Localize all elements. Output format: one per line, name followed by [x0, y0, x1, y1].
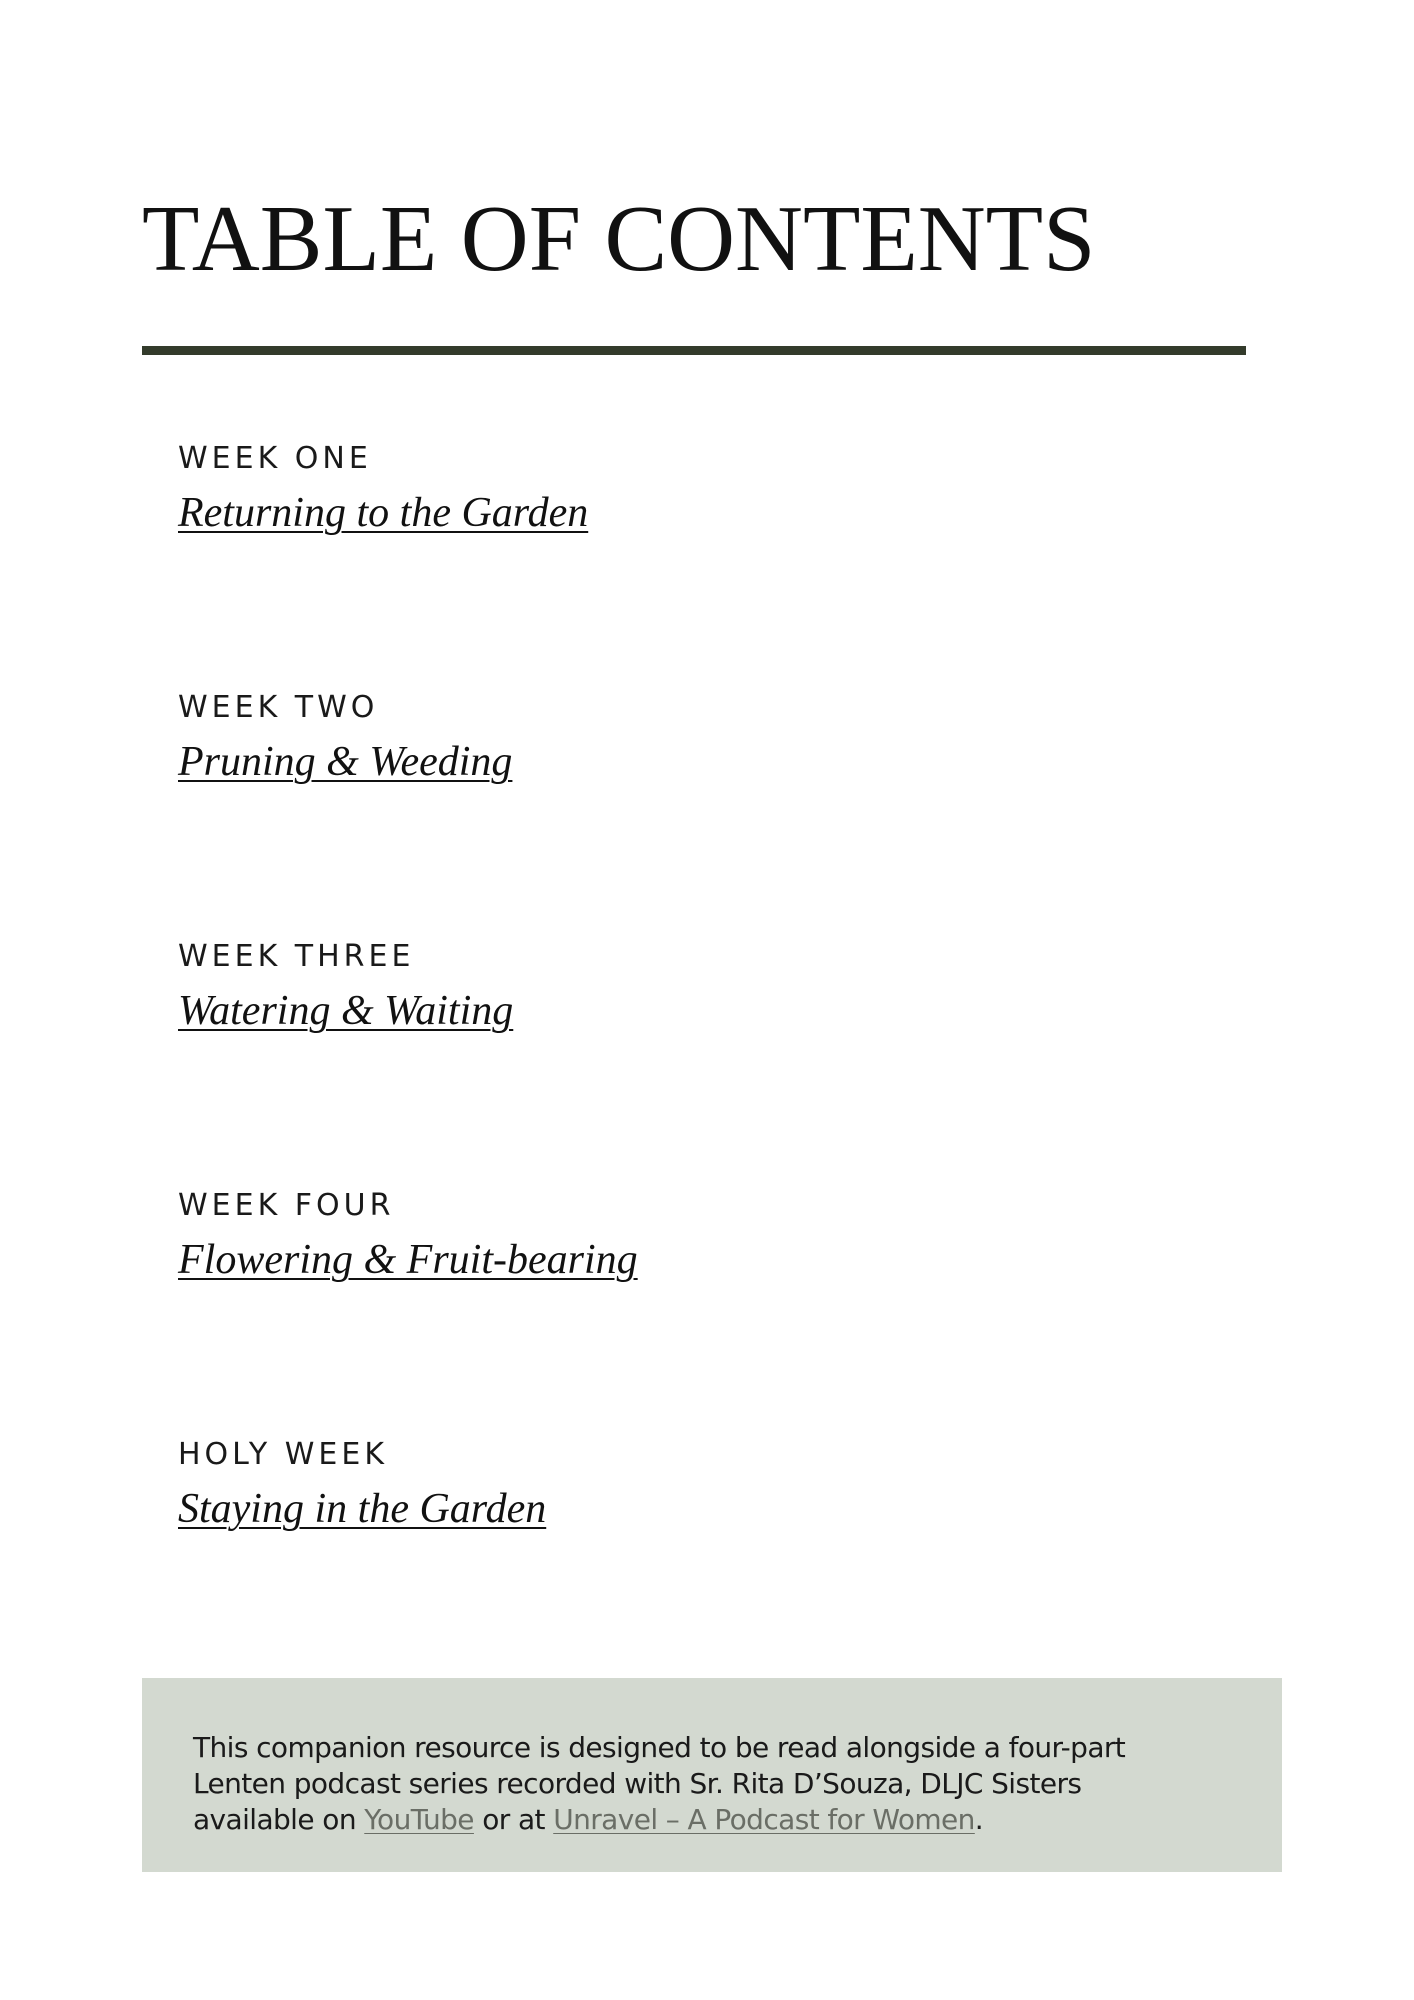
- toc-entry-week-two: [178, 690, 1078, 786]
- toc-entry-link[interactable]: Returning to the Garden: [178, 490, 589, 536]
- toc-entry-link[interactable]: Flowering & Fruit-bearing: [178, 1237, 638, 1283]
- note-line-2: Lenten podcast series recorded with Sr. Rita D’Souza, DLJC Sisters: [193, 1767, 1082, 1800]
- companion-note: [142, 1678, 1282, 1872]
- toc-entry-link[interactable]: Pruning & Weeding: [178, 739, 513, 785]
- note-line-3-prefix: available on: [193, 1803, 365, 1836]
- toc-entry-week-four: [178, 1188, 1078, 1284]
- toc-entry-label: WEEK TWO: [178, 690, 379, 725]
- toc-entry-week-one: [178, 441, 1078, 537]
- toc-entry-label: WEEK ONE: [178, 441, 372, 476]
- toc-entry-label: HOLY WEEK: [178, 1437, 389, 1472]
- title-divider: [142, 346, 1246, 355]
- toc-entry-link[interactable]: Staying in the Garden: [178, 1486, 547, 1532]
- note-connector: or at: [473, 1803, 554, 1836]
- note-end: .: [974, 1803, 984, 1836]
- page-title: TABLE OF CONTENTS: [142, 187, 1096, 291]
- toc-entry-label: WEEK THREE: [178, 939, 415, 974]
- podcast-link[interactable]: Unravel – A Podcast for Women: [553, 1803, 975, 1836]
- note-line-1: This companion resource is designed to be read alongside a four-part: [193, 1731, 1126, 1764]
- youtube-link[interactable]: YouTube: [364, 1803, 474, 1836]
- toc-entry-link[interactable]: Watering & Waiting: [178, 988, 514, 1034]
- toc-entry-holy-week: [178, 1437, 1078, 1533]
- toc-entry-week-three: [178, 939, 1078, 1035]
- companion-note-text: [193, 1730, 1242, 1838]
- toc-entry-label: WEEK FOUR: [178, 1188, 395, 1223]
